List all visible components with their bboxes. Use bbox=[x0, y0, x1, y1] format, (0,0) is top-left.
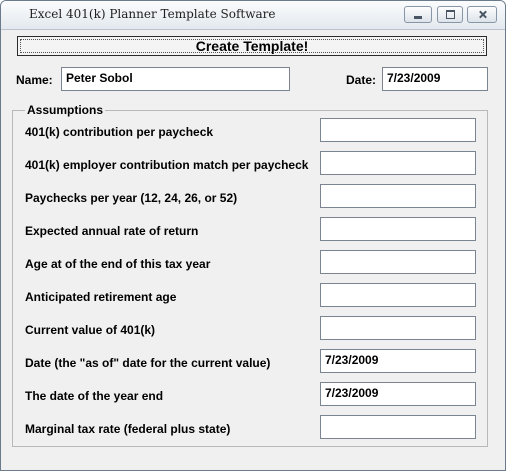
name-label: Name: bbox=[16, 73, 53, 87]
current-value-field[interactable] bbox=[320, 316, 476, 340]
maximize-button[interactable] bbox=[437, 6, 463, 23]
contribution-label: 401(k) contribution per paycheck bbox=[25, 125, 214, 139]
paychecks-per-year-field[interactable] bbox=[320, 184, 476, 208]
age-field[interactable] bbox=[320, 250, 476, 274]
contribution-field[interactable] bbox=[320, 118, 476, 142]
retirement-age-label: Anticipated retirement age bbox=[25, 290, 177, 304]
rate-of-return-field[interactable] bbox=[320, 217, 476, 241]
year-end-date-field[interactable]: 7/23/2009 bbox=[320, 382, 476, 406]
current-value-label: Current value of 401(k) bbox=[25, 323, 156, 337]
title-bar[interactable] bbox=[1, 1, 505, 30]
rate-of-return-label: Expected annual rate of return bbox=[25, 224, 199, 238]
as-of-date-field[interactable]: 7/23/2009 bbox=[320, 349, 476, 373]
as-of-date-label: Date (the "as of" date for the current value) bbox=[25, 356, 271, 370]
age-label: Age at of the end of this tax year bbox=[25, 257, 211, 271]
assumptions-title: Assumptions bbox=[27, 103, 104, 117]
employer-match-label: 401(k) employer contribution match per paycheck bbox=[25, 158, 309, 172]
create-template-button[interactable]: Create Template! bbox=[17, 36, 487, 56]
employer-match-field[interactable] bbox=[320, 151, 476, 175]
minimize-icon bbox=[405, 7, 431, 22]
date-label: Date: bbox=[346, 73, 377, 87]
name-field[interactable]: Peter Sobol bbox=[61, 67, 290, 91]
minimize-button[interactable] bbox=[404, 6, 432, 23]
close-button[interactable] bbox=[467, 6, 497, 23]
retirement-age-field[interactable] bbox=[320, 283, 476, 307]
close-icon bbox=[468, 7, 496, 22]
tax-rate-field[interactable] bbox=[320, 415, 476, 439]
paychecks-per-year-label: Paychecks per year (12, 24, 26, or 52) bbox=[25, 191, 238, 205]
tax-rate-label: Marginal tax rate (federal plus state) bbox=[25, 422, 231, 436]
date-field[interactable]: 7/23/2009 bbox=[382, 67, 488, 91]
year-end-date-label: The date of the year end bbox=[25, 389, 164, 403]
maximize-icon bbox=[438, 7, 462, 22]
window-title: Excel 401(k) Planner Template Software bbox=[29, 7, 276, 21]
